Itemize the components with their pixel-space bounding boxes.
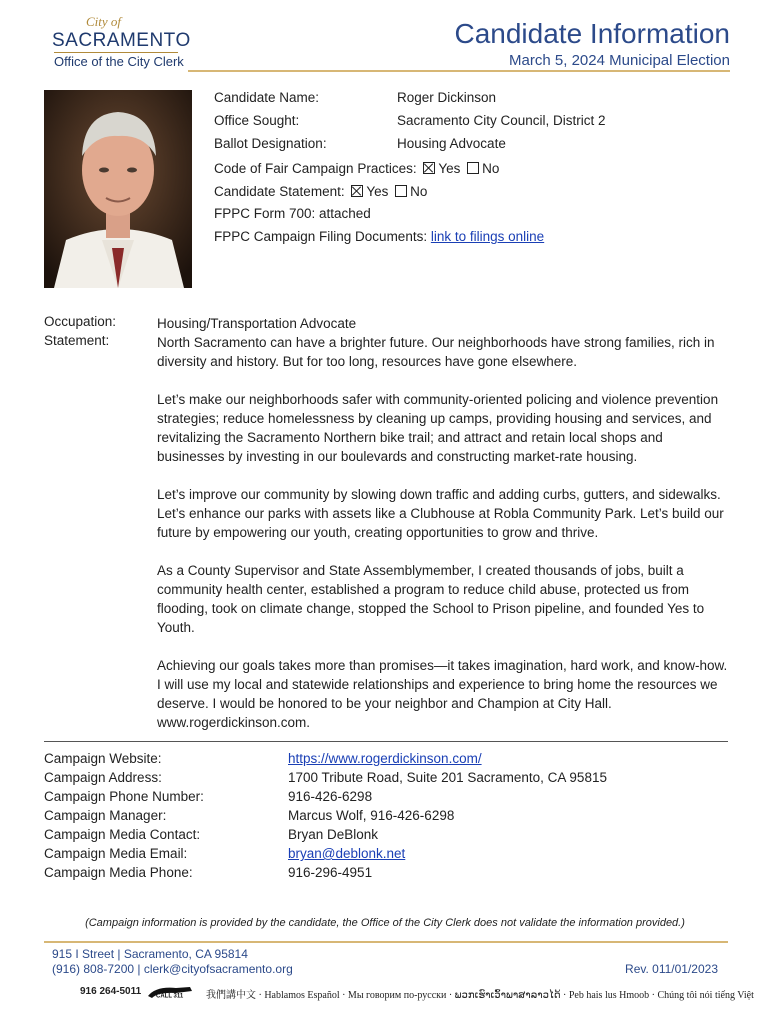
title-divider — [188, 70, 730, 72]
fppc-filing-label: FPPC Campaign Filing Documents: — [214, 229, 428, 244]
no-label: No — [482, 161, 500, 176]
code-of-fair-practices — [214, 161, 499, 176]
campaign-phone: 916-426-6298 — [288, 789, 373, 804]
checked-box-icon — [423, 162, 435, 174]
section-divider — [44, 741, 728, 742]
media-email-label: Campaign Media Email: — [44, 846, 188, 861]
logo-divider — [54, 52, 178, 53]
fppc-filing-documents — [214, 229, 544, 244]
statement-paragraph: Achieving our goals takes more than promises—it takes imagination, hard work, and know-how. I will use my local and statewide relationships and experience to bring home the resources we deserve. I would be honored to be your neighbor and Champion at City Hall. www.rogerdickinson.com. — [157, 658, 728, 730]
media-phone: 916-296-4951 — [288, 865, 373, 880]
candidate-name-label: Candidate Name: — [214, 90, 320, 105]
candidate-photo — [44, 90, 192, 288]
campaign-address: 1700 Tribute Road, Suite 201 Sacramento, CA 95815 — [288, 770, 607, 785]
statement-paragraph: Let’s make our neighborhoods safer with community-oriented policing and violence prevention strategies; reduce homelessness by cleaning up camps, providing housing and services, and revitalizing the Sacramento Northern bike trail; and attract and retain local shops and businesses by investing in our boulevards and constructing market-rate housing. — [157, 392, 719, 464]
campaign-manager-label: Campaign Manager: — [44, 808, 167, 823]
occupation-value: Housing/Transportation Advocate — [157, 316, 357, 331]
fppc-form-700: FPPC Form 700: attached — [214, 206, 371, 221]
media-phone-label: Campaign Media Phone: — [44, 865, 193, 880]
logo-city-text: City of — [86, 14, 122, 29]
candidate-name: Roger Dickinson — [397, 90, 497, 105]
campaign-phone-label: Campaign Phone Number: — [44, 789, 204, 804]
campaign-manager: Marcus Wolf, 916-426-6298 — [288, 808, 455, 823]
disclaimer-note: (Campaign information is provided by the candidate, the Office of the City Clerk does not validate the information provided.) — [85, 917, 685, 929]
footer-divider — [44, 941, 728, 943]
office-sought-label: Office Sought: — [214, 113, 300, 128]
revision-date: Rev. 011/01/2023 — [625, 962, 718, 976]
phone-311-number: 916 264-5011 — [80, 986, 142, 997]
media-contact: Bryan DeBlonk — [288, 827, 379, 842]
language-assistance: 我們講中文 · Hablamos Español · Мы говорим по-русски · ພວກເຮົາເວົ້າພາສາລາວໄດ້ · Peb hais lus Hmoob · Chúng tôi nói tiếng Việt — [206, 990, 754, 1001]
candidate-statement-label: Candidate Statement: — [214, 184, 345, 199]
statement-label: Statement: — [44, 333, 110, 348]
office-sought: Sacramento City Council, District 2 — [397, 113, 606, 128]
candidate-statement-status — [214, 184, 427, 199]
code-of-fair-practices-label: Code of Fair Campaign Practices: — [214, 161, 417, 176]
campaign-website-label: Campaign Website: — [44, 751, 162, 766]
footer-address: 915 I Street | Sacramento, CA 95814 — [52, 947, 248, 961]
occupation-label: Occupation: — [44, 314, 117, 329]
checked-box-icon — [351, 185, 363, 197]
ballot-designation-label: Ballot Designation: — [214, 136, 327, 151]
yes-label: Yes — [366, 184, 389, 199]
call-311-logo-text: CALL 311 — [156, 993, 184, 999]
statement-paragraph: North Sacramento can have a brighter future. Our neighborhoods have strong families, rich in diversity and history. But for too long, resources have gone elsewhere. — [157, 335, 715, 369]
unchecked-box-icon — [467, 162, 479, 174]
page-title: Candidate Information — [454, 18, 730, 49]
campaign-address-label: Campaign Address: — [44, 770, 162, 785]
call-311-logo — [146, 985, 196, 999]
campaign-website-link[interactable]: https://www.rogerdickinson.com/ — [288, 751, 482, 766]
statement-paragraph: Let’s improve our community by slowing down traffic and adding curbs, gutters, and sidewalks. Let’s enhance our parks with assets like a Clubhouse at Robla Community Park. Let’s build our future by empowering our youth, creating opportunities to grow and thrive. — [157, 487, 724, 540]
unchecked-box-icon — [395, 185, 407, 197]
footer-contact: (916) 808-7200 | clerk@cityofsacramento.org — [52, 962, 293, 976]
page-subtitle: March 5, 2024 Municipal Election — [509, 52, 730, 69]
media-email-link[interactable]: bryan@deblonk.net — [288, 846, 406, 861]
statement-paragraph: As a County Supervisor and State Assemblymember, I created thousands of jobs, built a community health center, established a program to reduce child abuse, protected us from flooding, took on climate change, stopped the School to Prison pipeline, and founded Yes to Youth. — [157, 563, 705, 635]
statement-body — [157, 314, 732, 751]
logo-subtitle: Office of the City Clerk — [54, 54, 184, 69]
no-label: No — [410, 184, 428, 199]
yes-label: Yes — [438, 161, 461, 176]
ballot-designation: Housing Advocate — [397, 136, 506, 151]
media-contact-label: Campaign Media Contact: — [44, 827, 201, 842]
filings-online-link[interactable]: link to filings online — [430, 229, 545, 244]
logo-sacramento: SACRAMENTO — [52, 30, 191, 51]
